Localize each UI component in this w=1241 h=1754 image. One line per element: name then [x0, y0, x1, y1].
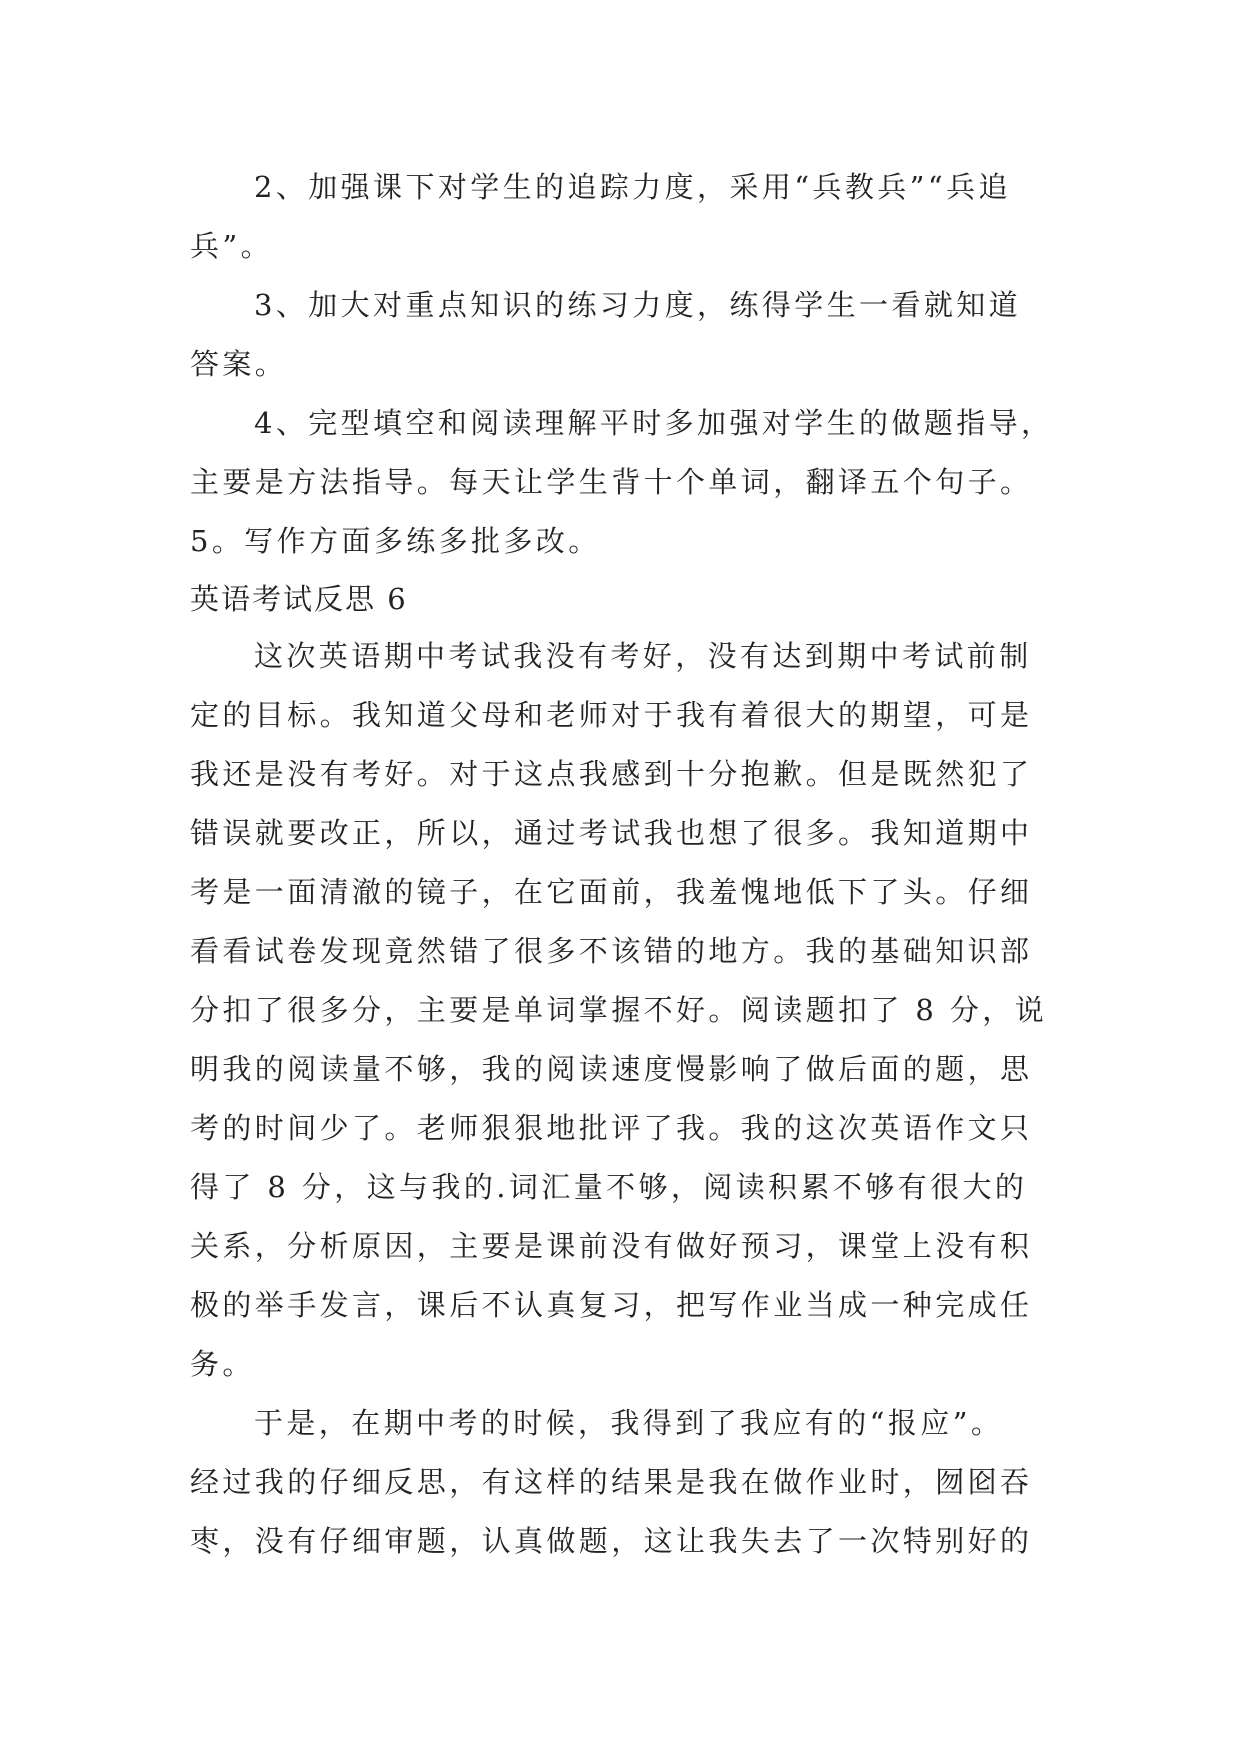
paragraph-2-line-2: 兵”。 — [190, 229, 274, 263]
essay-paragraph-1-line-12: 极的举手发言，课后不认真复习，把写作业当成一种完成任 — [190, 1288, 1033, 1322]
paragraph-4-line-2: 主要是方法指导。每天让学生背十个单词，翻译五个句子。 — [190, 465, 1033, 499]
essay-paragraph-1-line-7: 分扣了很多分，主要是单词掌握不好。阅读题扣了 8 分，说 — [190, 993, 1048, 1027]
essay-paragraph-2-line-1: 于是，在期中考的时候，我得到了我应有的“报应”。 — [254, 1406, 1004, 1440]
essay-paragraph-1-line-1: 这次英语期中考试我没有考好，没有达到期中考试前制 — [254, 639, 1032, 673]
essay-paragraph-1-line-2: 定的目标。我知道父母和老师对于我有着很大的期望，可是 — [190, 698, 1033, 732]
essay-paragraph-1-line-3: 我还是没有考好。对于这点我感到十分抱歉。但是既然犯了 — [190, 757, 1033, 791]
paragraph-5-line-1: 5。写作方面多练多批多改。 — [190, 524, 601, 558]
essay-paragraph-1-line-10: 得了 8 分，这与我的.词汇量不够，阅读积累不够有很大的 — [190, 1170, 1028, 1204]
essay-paragraph-1-line-13: 务。 — [190, 1347, 255, 1381]
essay-paragraph-2-line-2: 经过我的仔细反思，有这样的结果是我在做作业时，囫囵吞 — [190, 1465, 1033, 1499]
essay-paragraph-1-line-9: 考的时间少了。老师狠狠地批评了我。我的这次英语作文只 — [190, 1111, 1033, 1145]
paragraph-3-line-2: 答案。 — [190, 347, 288, 381]
section-heading: 英语考试反思 6 — [190, 582, 408, 616]
document-body — [190, 158, 1054, 1571]
essay-paragraph-1-line-4: 错误就要改正，所以，通过考试我也想了很多。我知道期中 — [190, 816, 1033, 850]
paragraph-4-line-1: 4、完型填空和阅读理解平时多加强对学生的做题指导， — [254, 406, 1054, 440]
essay-paragraph-1-line-5: 考是一面清澈的镜子，在它面前，我羞愧地低下了头。仔细 — [190, 875, 1033, 909]
essay-paragraph-2-line-3: 枣，没有仔细审题，认真做题，这让我失去了一次特别好的 — [190, 1524, 1033, 1558]
essay-paragraph-1-line-8: 明我的阅读量不够，我的阅读速度慢影响了做后面的题，思 — [190, 1052, 1033, 1086]
paragraph-2-line-1: 2、加强课下对学生的追踪力度，采用“兵教兵”“兵追 — [254, 170, 1011, 204]
paragraph-3-line-1: 3、加大对重点知识的练习力度，练得学生一看就知道 — [254, 288, 1022, 322]
essay-paragraph-1-line-11: 关系，分析原因，主要是课前没有做好预习，课堂上没有积 — [190, 1229, 1033, 1263]
essay-paragraph-1-line-6: 看看试卷发现竟然错了很多不该错的地方。我的基础知识部 — [190, 934, 1033, 968]
